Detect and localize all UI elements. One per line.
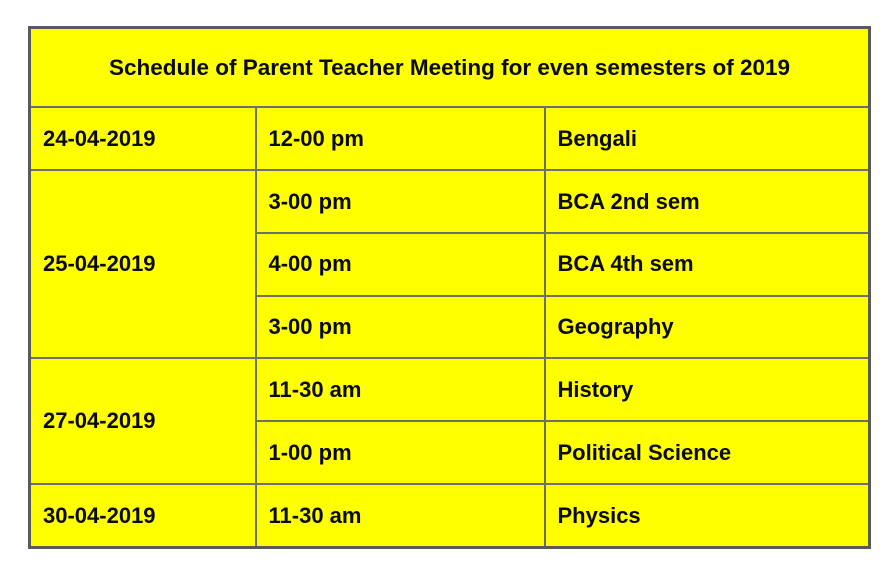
table-row (30, 107, 870, 170)
date-cell: 24-04-2019 (30, 107, 256, 170)
subject-cell: History (545, 358, 870, 421)
date-cell: 25-04-2019 (30, 170, 256, 358)
schedule-sheet (28, 26, 868, 549)
subject-cell: Bengali (545, 107, 870, 170)
time-cell: 11-30 am (256, 358, 545, 421)
time-cell: 1-00 pm (256, 421, 545, 484)
time-cell: 3-00 pm (256, 296, 545, 359)
time-cell: 4-00 pm (256, 233, 545, 296)
time-cell: 3-00 pm (256, 170, 545, 233)
subject-cell: BCA 2nd sem (545, 170, 870, 233)
subject-cell: BCA 4th sem (545, 233, 870, 296)
subject-cell: Political Science (545, 421, 870, 484)
table-row (30, 358, 870, 421)
schedule-table (28, 26, 871, 549)
time-cell: 12-00 pm (256, 107, 545, 170)
table-title: Schedule of Parent Teacher Meeting for even semesters of 2019 (30, 28, 870, 108)
date-cell: 27-04-2019 (30, 358, 256, 484)
subject-cell: Physics (545, 484, 870, 547)
table-row (30, 170, 870, 233)
title-row (30, 28, 870, 108)
time-cell: 11-30 am (256, 484, 545, 547)
date-cell: 30-04-2019 (30, 484, 256, 547)
table-row (30, 484, 870, 547)
subject-cell: Geography (545, 296, 870, 359)
